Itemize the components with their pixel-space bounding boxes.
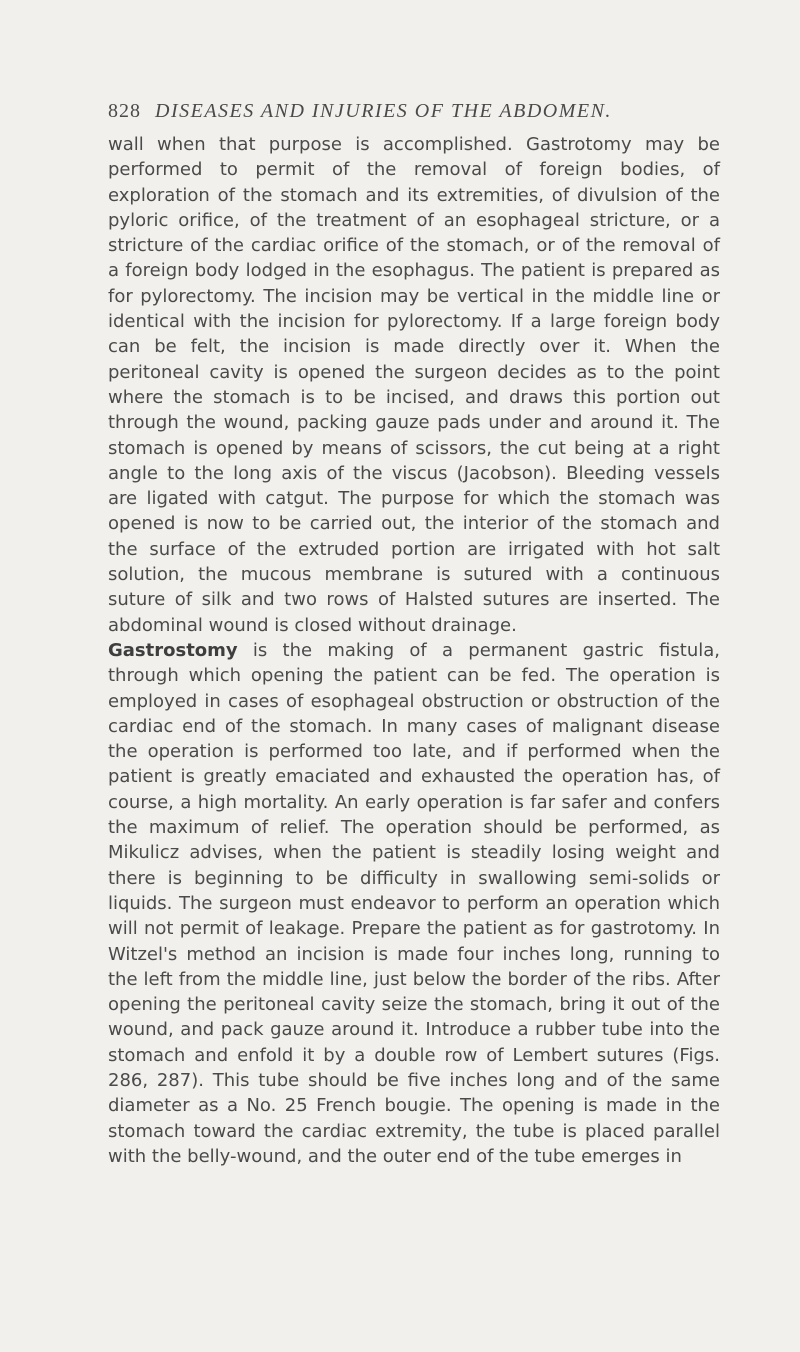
paragraph-gastrostomy [108, 638, 720, 1169]
paragraph-text: wall when that purpose is accomplished. Gastrotomy may be performed to permit of the removal of foreign bodies, of exploration of the stomach and its extremities, of divulsion of the pyloric orifice, of the treatment of an esophageal stricture, or a stricture of the cardiac orifice of the stomach, or of the removal of a foreign body lodged in the esophagus. The patient is prepared as for pylorectomy. The incision may be vertical in the middle line or identical with the incision for pylorectomy. If a large foreign body can be felt, the incision is made directly over it. When the peritoneal cavity is opened the surgeon decides as to the point where the stomach is to be incised, and draws this portion out through the wound, packing gauze pads under and around it. The stomach is opened by means of scissors, the cut being at a right angle to the long axis of the viscus (Jacobson). Bleeding vessels are ligated with catgut. The purpose for which the stomach was opened is now to be carried out, the interior of the stomach and the surface of the extruded portion are irrigated with hot salt solution, the mucous membrane is sutured with a continuous suture of silk and two rows of Halsted sutures are inserted. The abdominal wound is closed without drainage. [108, 134, 720, 636]
paragraph-gastrotomy [108, 132, 720, 638]
section-term: Gastrostomy [108, 639, 238, 661]
running-head [108, 98, 720, 124]
running-title: DISEASES AND INJURIES OF THE ABDOMEN. [155, 100, 612, 122]
page-number: 828 [108, 100, 141, 122]
book-page [108, 98, 720, 1169]
paragraph-text: is the making of a permanent gastric fistula, through which opening the patient can be fed. The operation is employed in cases of esophageal obstruction or obstruction of the cardiac end of the stomach. In many cases of malignant disease the operation is performed too late, and if performed when the patient is greatly emaciated and exhausted the operation has, of course, a high mortality. An early operation is far safer and confers the maximum of relief. The operation should be performed, as Mikulicz advises, when the patient is steadily losing weight and there is beginning to be difficulty in swallowing semi-solids or liquids. The surgeon must endeavor to perform an operation which will not permit of leakage. Prepare the patient as for gastrotomy. In Witzel's method an incision is made four inches long, running to the left from the middle line, just below the border of the ribs. After opening the peritoneal cavity seize the stomach, bring it out of the wound, and pack gauze around it. Introduce a rubber tube into the stomach and enfold it by a double row of Lembert sutures (Figs. 286, 287). This tube should be five inches long and of the same diameter as a No. 25 French bougie. The opening is made in the stomach toward the cardiac extremity, the tube is placed parallel with the belly-wound, and the outer end of the tube emerges in [108, 639, 720, 1167]
